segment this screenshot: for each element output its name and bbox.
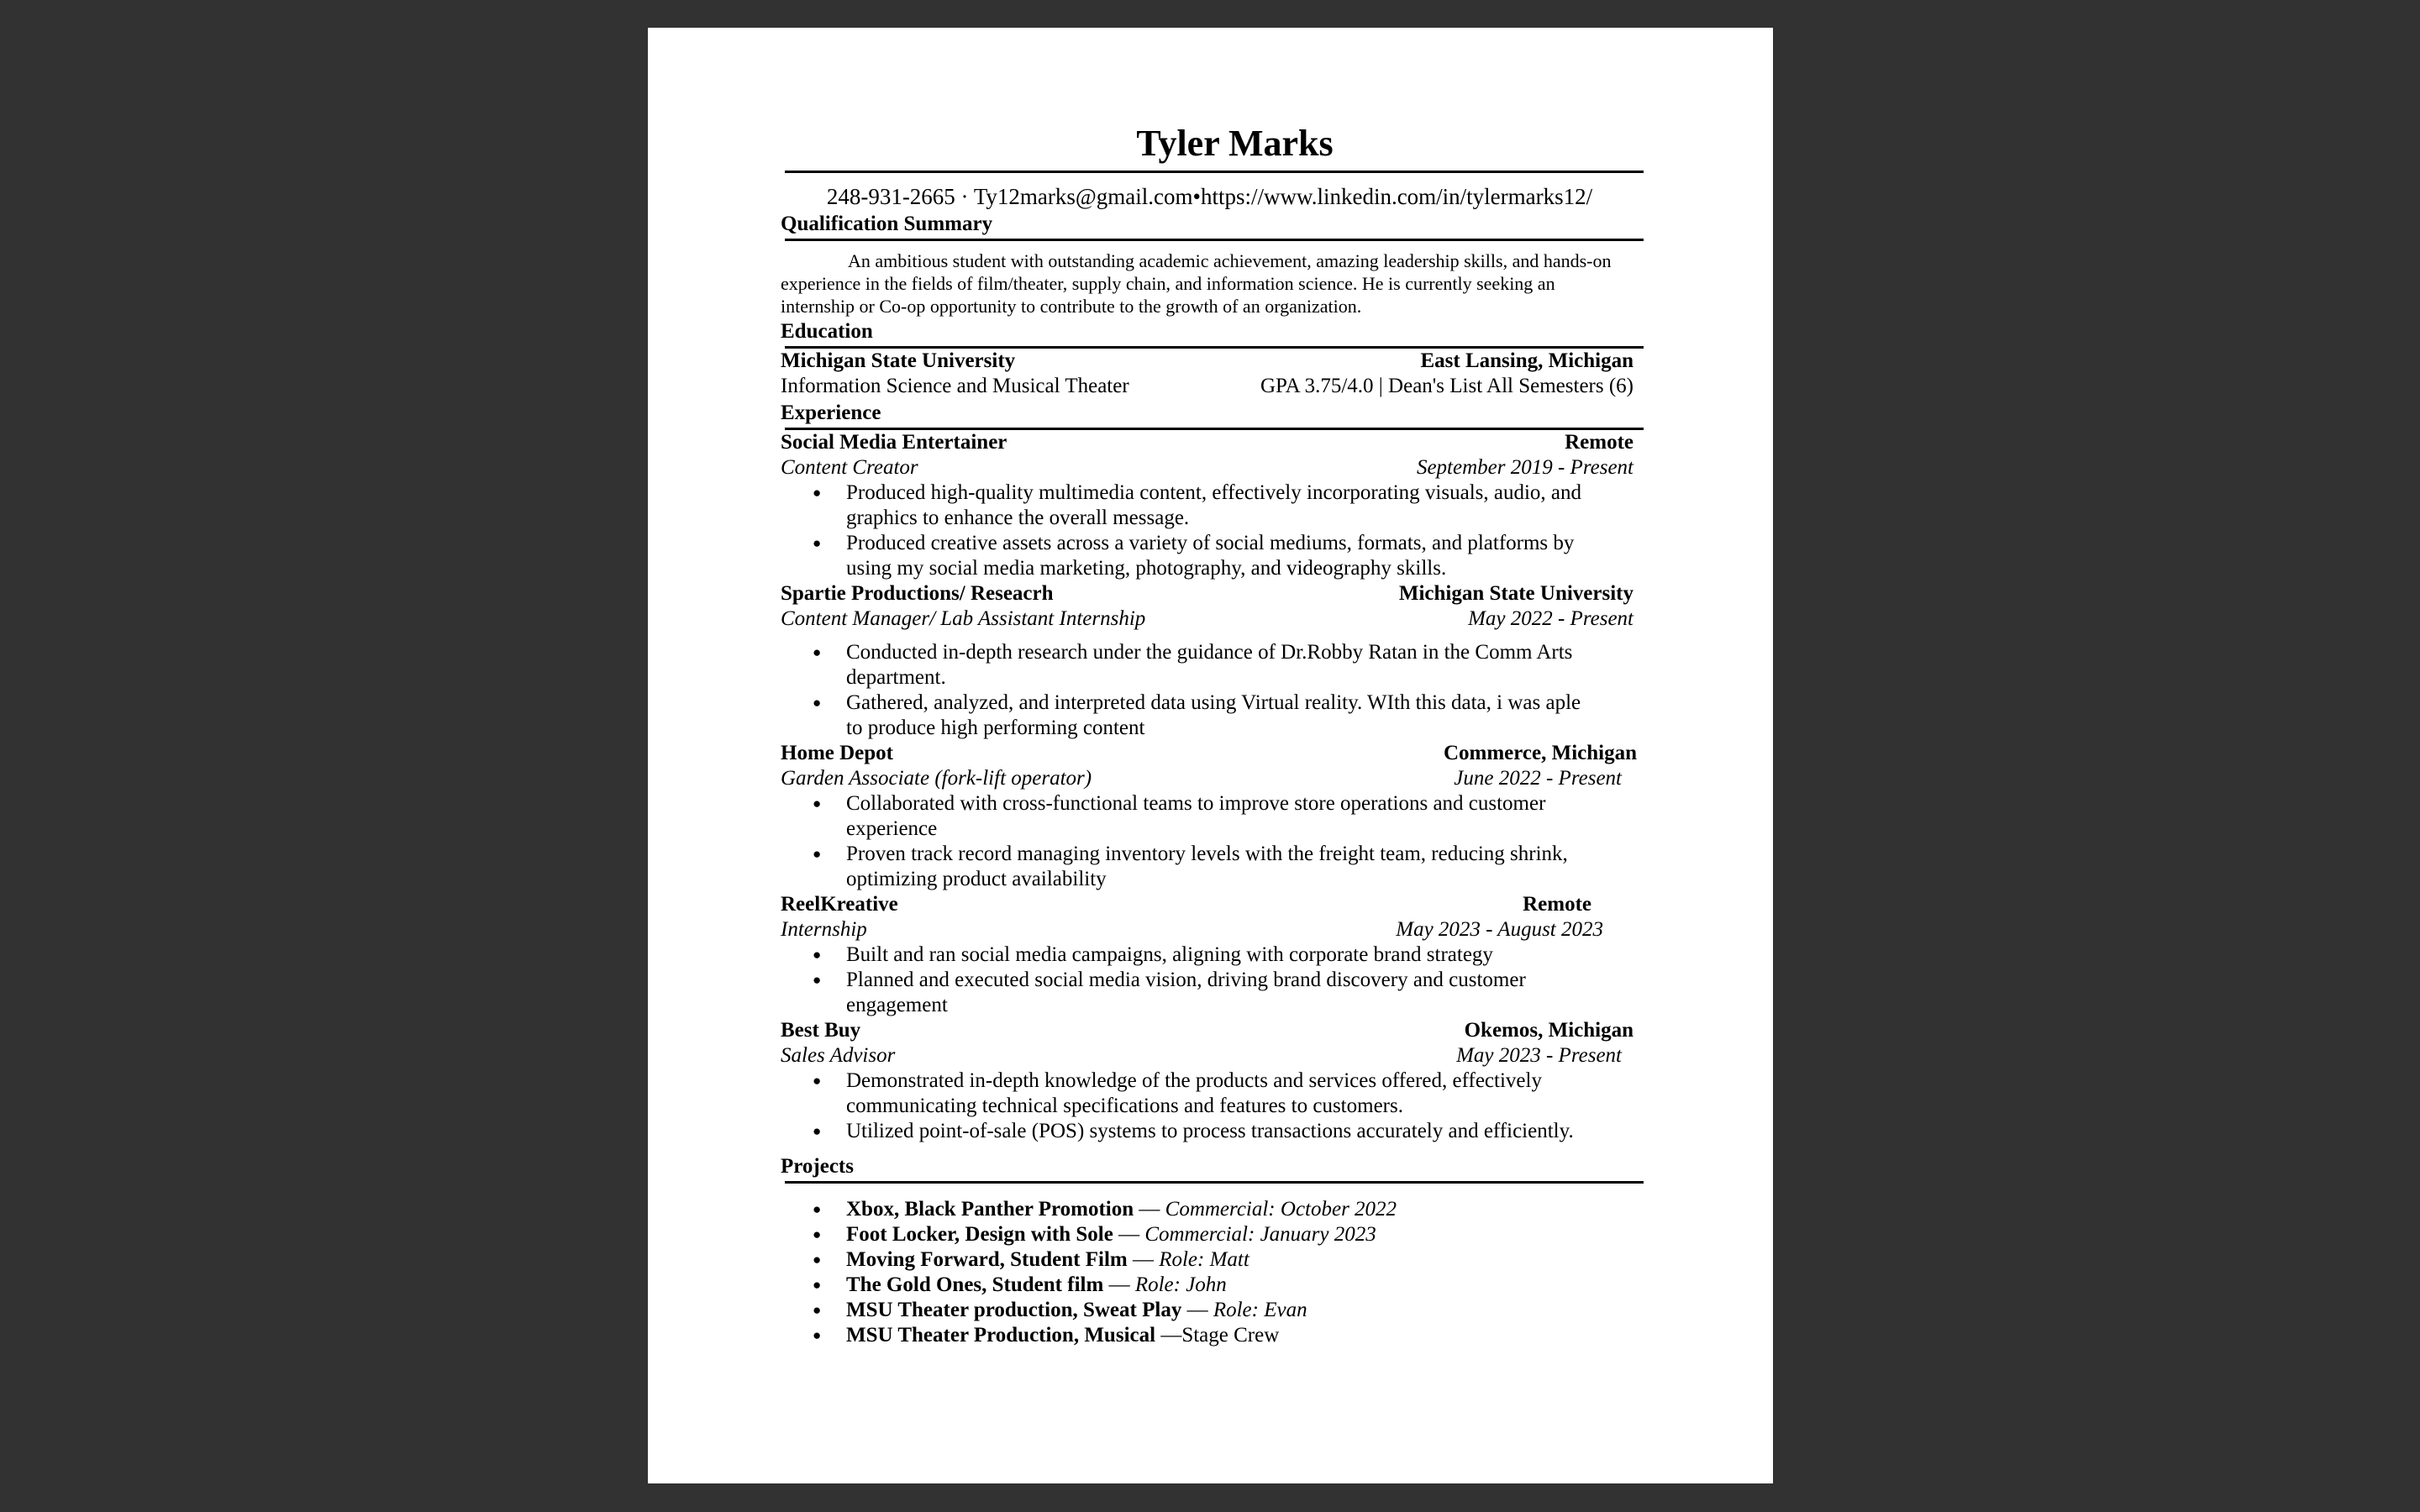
experience-bullet: ● Conducted in-depth research under the guidance of Dr.Robby Ratan in the Comm Arts department. [781,640,1619,690]
experience-location: Commerce, Michigan [1443,742,1637,764]
education-header [781,349,1639,374]
experience-entry [781,430,1639,581]
section-divider [785,1181,1644,1184]
experience-bullet: ● Produced high-quality multimedia content, effectively incorporating visuals, audio, and graphics to enhance the overall message. [781,480,1619,531]
project-item: ● MSU Theater production, Sweat Play — Role: Evan [781,1298,1619,1323]
experience-role: Sales Advisor [781,1044,896,1067]
section-divider [785,239,1644,241]
experience-location: Remote [1523,893,1591,916]
experience-location: Remote [1565,431,1634,454]
experience-entry [781,741,1639,892]
experience-org: Social Media Entertainer [781,431,1007,454]
project-item: ● The Gold Ones, Student film — Role: John [781,1273,1619,1298]
experience-bullet: ● Proven track record managing inventory levels with the freight team, reducing shrink, optimizing product availability [781,842,1619,892]
project-item: ● Xbox, Black Panther Promotion — Commercial: October 2022 [781,1197,1619,1222]
education-degree: Information Science and Musical Theater [781,375,1129,397]
contact-line: 248-931-2665 · Ty12marks@gmail.com•https://www.linkedin.com/in/tylermarks12/ [826,184,1593,209]
experience-entry [781,1018,1639,1144]
experience-entry [781,892,1639,1018]
education-location: East Lansing, Michigan [1420,349,1634,372]
resume-page [648,28,1773,1483]
section-title-experience: Experience [781,402,881,424]
experience-org: Home Depot [781,742,893,764]
experience-bullet: ● Built and ran social media campaigns, aligning with corporate brand strategy [781,942,1619,968]
education-gpa: GPA 3.75/4.0 | Dean's List All Semesters (6) [1260,375,1634,397]
experience-org: Best Buy [781,1019,861,1042]
experience-dates: June 2022 - Present [1454,767,1622,790]
experience-location: Michigan State University [1398,582,1634,605]
projects-list [781,1197,1639,1348]
experience-role: Content Creator [781,456,918,479]
experience-dates: May 2023 - August 2023 [1396,918,1603,941]
experience-bullet: ● Utilized point-of-sale (POS) systems to process transactions accurately and efficiently. [781,1119,1653,1144]
summary-text: An ambitious student with outstanding academic achievement, amazing leadership skills, and hands-on experience in the fields of film/theater, supply chain, and information science. He is currently seeking an internship or Co-op opportunity to contribute to the growth of an organization. [781,250,1612,317]
experience-role: Content Manager/ Lab Assistant Internship [781,607,1146,630]
experience-org: Spartie Productions/ Reseacrh [781,582,1054,605]
experience-dates: May 2022 - Present [1468,607,1634,630]
experience-location: Okemos, Michigan [1464,1019,1634,1042]
project-item: ● Moving Forward, Student Film — Role: Matt [781,1247,1619,1273]
experience-role: Internship [781,918,867,941]
experience-bullet: ● Demonstrated in-depth knowledge of the products and services offered, effectively communicating technical specifications and features to customers. [781,1068,1619,1119]
resume-content [781,93,1639,1348]
section-title-education: Education [781,320,873,343]
education-school: Michigan State University [781,349,1016,372]
education-details [781,374,1639,399]
experience-role: Garden Associate (fork-lift operator) [781,767,1092,790]
project-item: ● MSU Theater Production, Musical —Stage Crew [781,1323,1619,1348]
experience-org: ReelKreative [781,893,898,916]
candidate-name: Tyler Marks [1136,123,1334,164]
experience-bullet: ● Gathered, analyzed, and interpreted data using Virtual reality. WIth this data, i was aple to produce high performing content [781,690,1586,741]
name-divider [785,171,1644,173]
section-title-summary: Qualification Summary [781,213,993,235]
experience-bullet: ● Collaborated with cross-functional teams to improve store operations and customer experience [781,791,1619,842]
experience-bullet: ● Produced creative assets across a variety of social mediums, formats, and platforms by using my social media marketing, photography, and videography skills. [781,531,1619,581]
experience-entry [781,581,1639,741]
project-item: ● Foot Locker, Design with Sole — Commercial: January 2023 [781,1222,1619,1247]
experience-bullet: ● Planned and executed social media vision, driving brand discovery and customer engagement [781,968,1619,1018]
experience-dates: September 2019 - Present [1416,456,1634,479]
section-title-projects: Projects [781,1155,854,1178]
experience-dates: May 2023 - Present [1456,1044,1622,1067]
